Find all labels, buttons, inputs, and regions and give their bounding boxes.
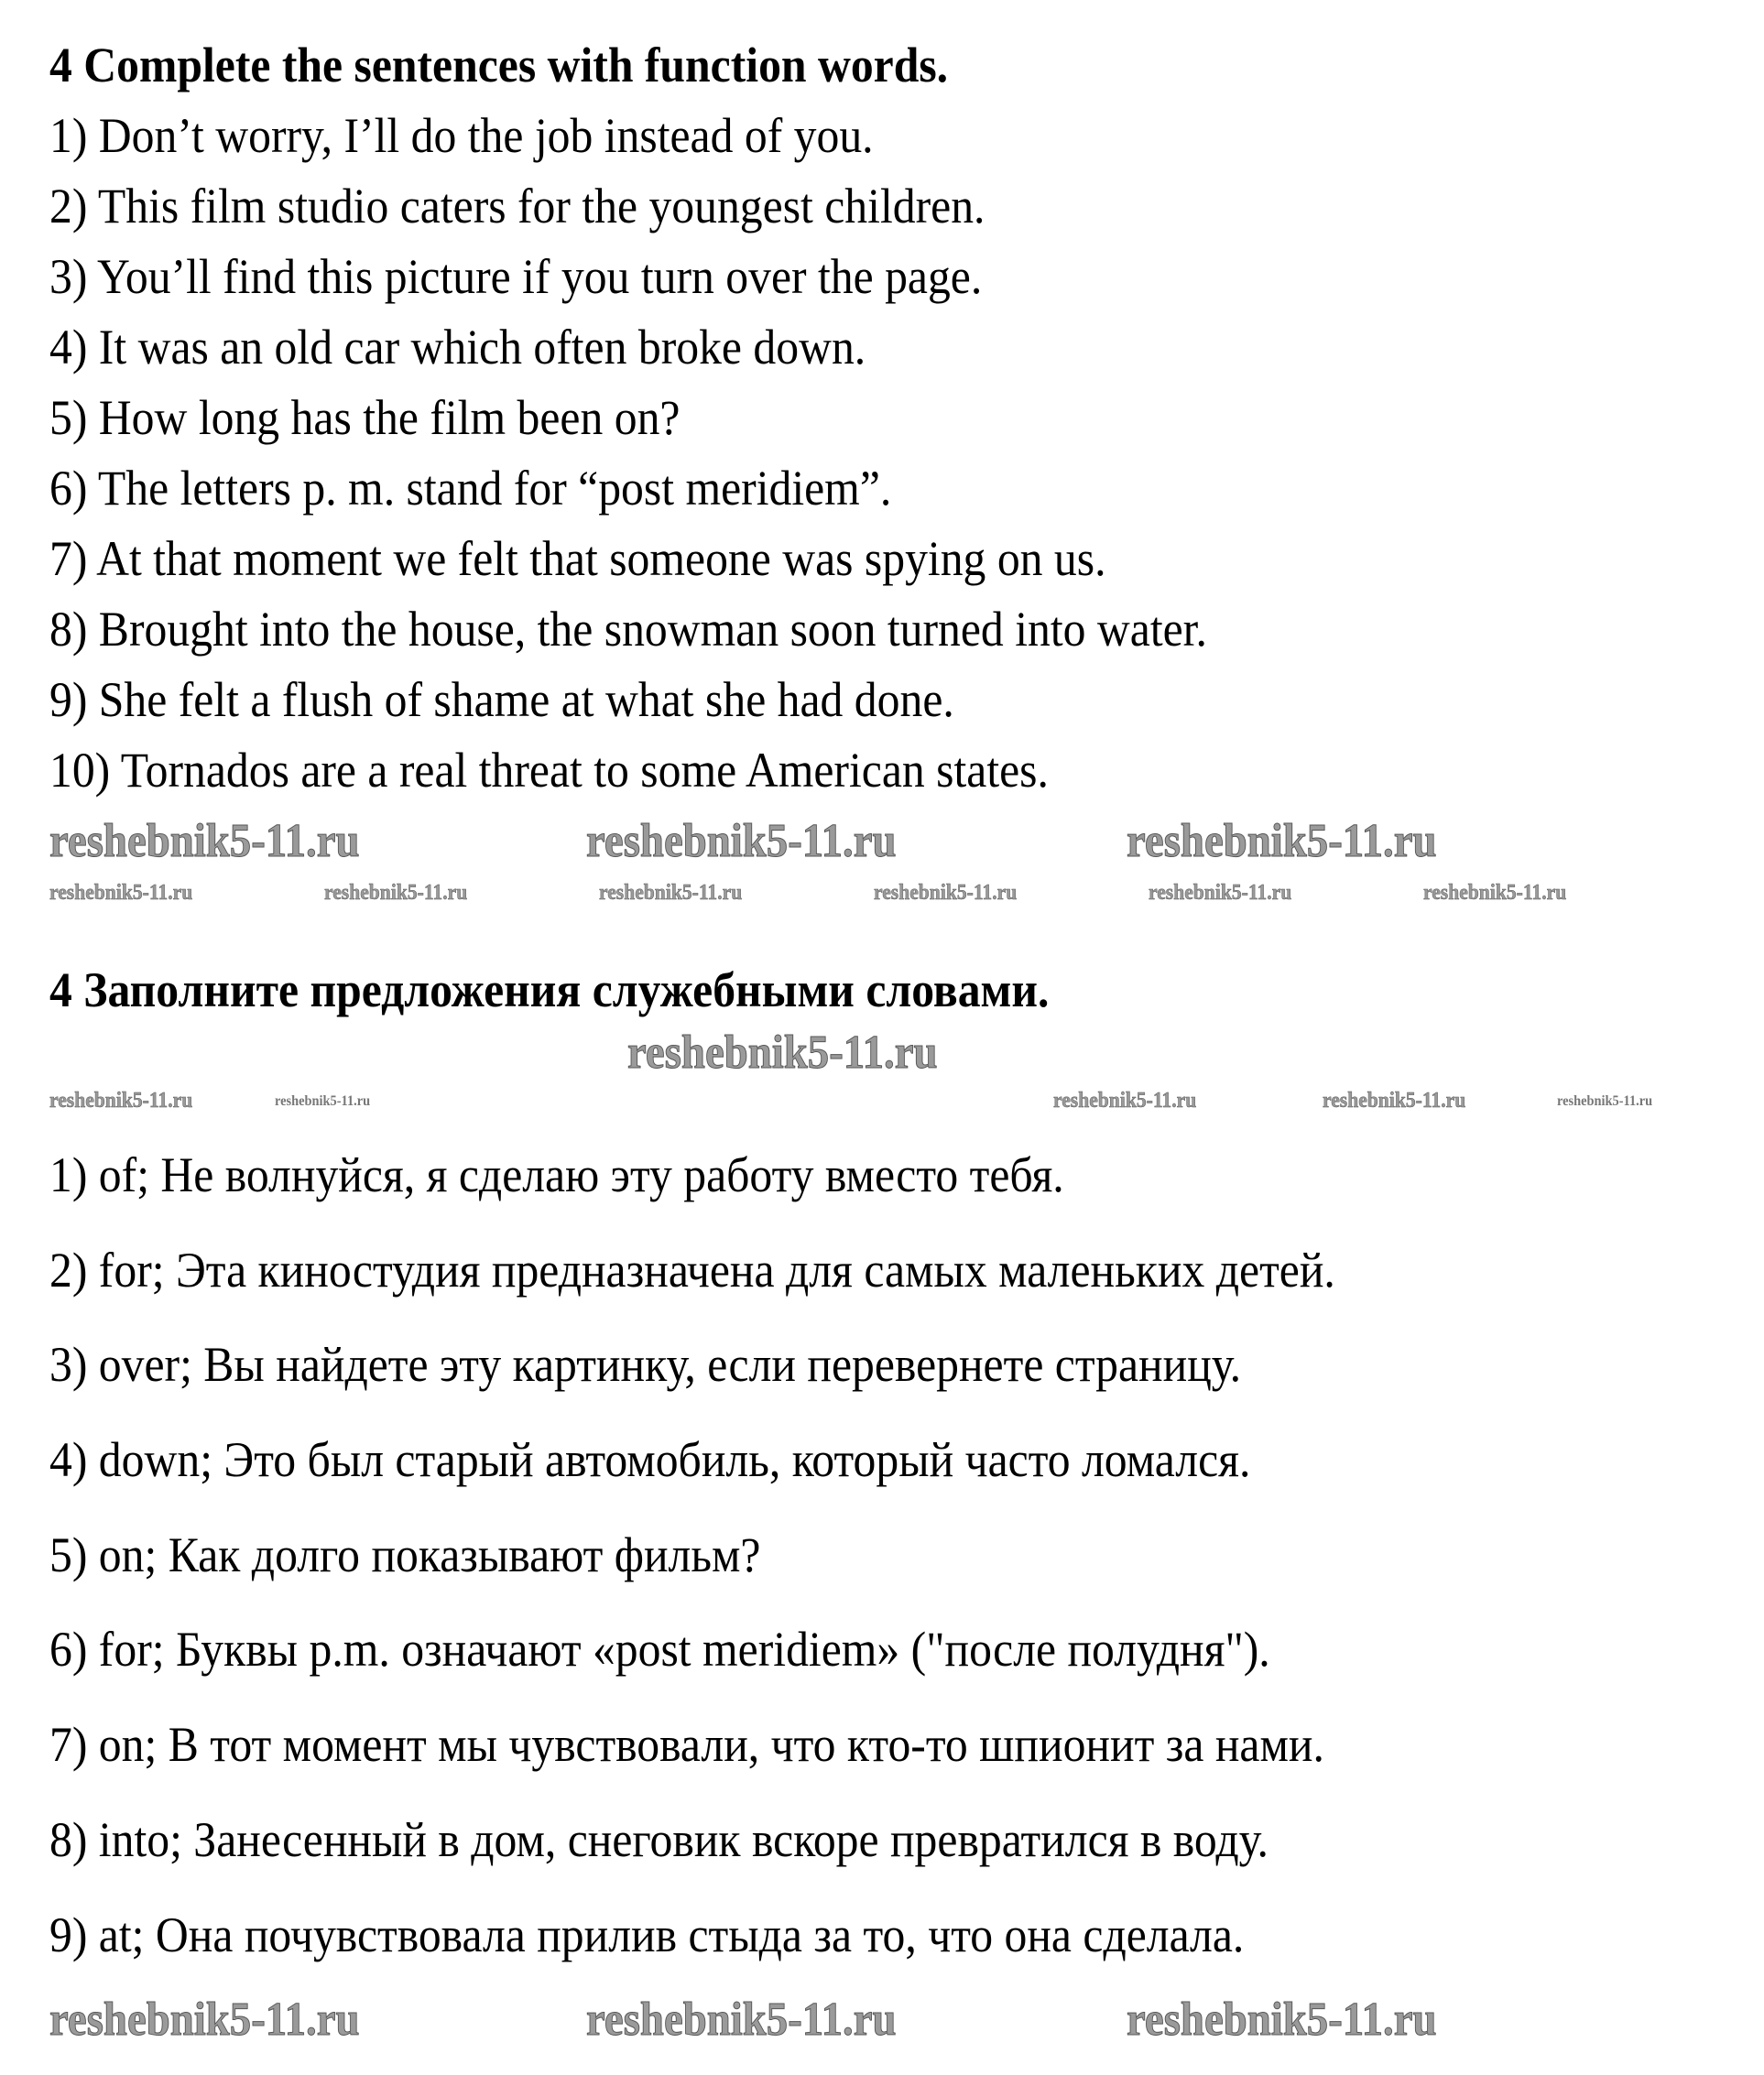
watermark: reshebnik5-11.ru xyxy=(1127,1994,1437,2046)
answer: 3) over; Вы найдете эту картинку, если перевернете страницу. xyxy=(49,1337,1242,1393)
answer: 2) for; Эта киностудия предназначена для самых маленьких детей. xyxy=(49,1242,1335,1298)
answer: 8) into; Занесенный в дом, снеговик вскоре превратился в воду. xyxy=(49,1811,1269,1867)
watermark: reshebnik5-11.ru xyxy=(599,881,743,905)
answer: 5) on; Как долго показывают фильм? xyxy=(49,1526,761,1582)
watermark: reshebnik5-11.ru xyxy=(1557,1093,1653,1109)
watermark: reshebnik5-11.ru xyxy=(627,1027,938,1079)
sentence: 8) Brought into the house, the snowman soon turned into water. xyxy=(49,602,1207,657)
watermark: reshebnik5-11.ru xyxy=(324,881,468,905)
watermark: reshebnik5-11.ru xyxy=(1127,815,1437,867)
watermark: reshebnik5-11.ru xyxy=(1423,881,1567,905)
answer: 4) down; Это был старый автомобиль, который часто ломался. xyxy=(49,1432,1251,1488)
answer: 6) for; Буквы p.m. означают «post meridiem» ("после полудня"). xyxy=(49,1622,1270,1678)
watermark: reshebnik5-11.ru xyxy=(49,881,193,905)
sentence: 5) How long has the film been on? xyxy=(49,390,681,445)
answer: 7) on; В тот момент мы чувствовали, что кто-то шпионит за нами. xyxy=(49,1717,1324,1773)
watermark: reshebnik5-11.ru xyxy=(586,1994,897,2046)
watermark: reshebnik5-11.ru xyxy=(275,1093,371,1109)
answer: 1) of; Не волнуйся, я сделаю эту работу вместо тебя. xyxy=(49,1147,1064,1202)
watermark: reshebnik5-11.ru xyxy=(49,815,360,867)
sentence: 6) The letters p. m. stand for “post meridiem”. xyxy=(49,461,892,516)
watermark: reshebnik5-11.ru xyxy=(1323,1089,1466,1113)
watermark: reshebnik5-11.ru xyxy=(1149,881,1292,905)
sentence: 7) At that moment we felt that someone was spying on us. xyxy=(49,531,1106,586)
exercise-heading: 4 Complete the sentences with function words. xyxy=(49,38,949,92)
watermark: reshebnik5-11.ru xyxy=(49,1089,193,1113)
watermark: reshebnik5-11.ru xyxy=(1053,1089,1197,1113)
sentence: 4) It was an old car which often broke down. xyxy=(49,320,866,375)
watermark: reshebnik5-11.ru xyxy=(586,815,897,867)
sentence: 9) She felt a flush of shame at what she had done. xyxy=(49,672,954,727)
exercise-heading-russian: 4 Заполните предложения служебными словами. xyxy=(49,962,1050,1017)
sentence: 1) Don’t worry, I’ll do the job instead of you. xyxy=(49,108,874,163)
watermark: reshebnik5-11.ru xyxy=(874,881,1018,905)
sentence: 2) This film studio caters for the youngest children. xyxy=(49,179,985,234)
exercise-english xyxy=(49,30,1308,806)
answer: 9) at; Она почувствовала прилив стыда за то, что она сделала. xyxy=(49,1907,1245,1962)
exercise-russian-answers xyxy=(49,1128,1447,1983)
sentence: 3) You’ll find this picture if you turn over the page. xyxy=(49,249,983,304)
watermark: reshebnik5-11.ru xyxy=(49,1994,360,2046)
sentence: 10) Tornados are a real threat to some American states. xyxy=(49,743,1049,798)
